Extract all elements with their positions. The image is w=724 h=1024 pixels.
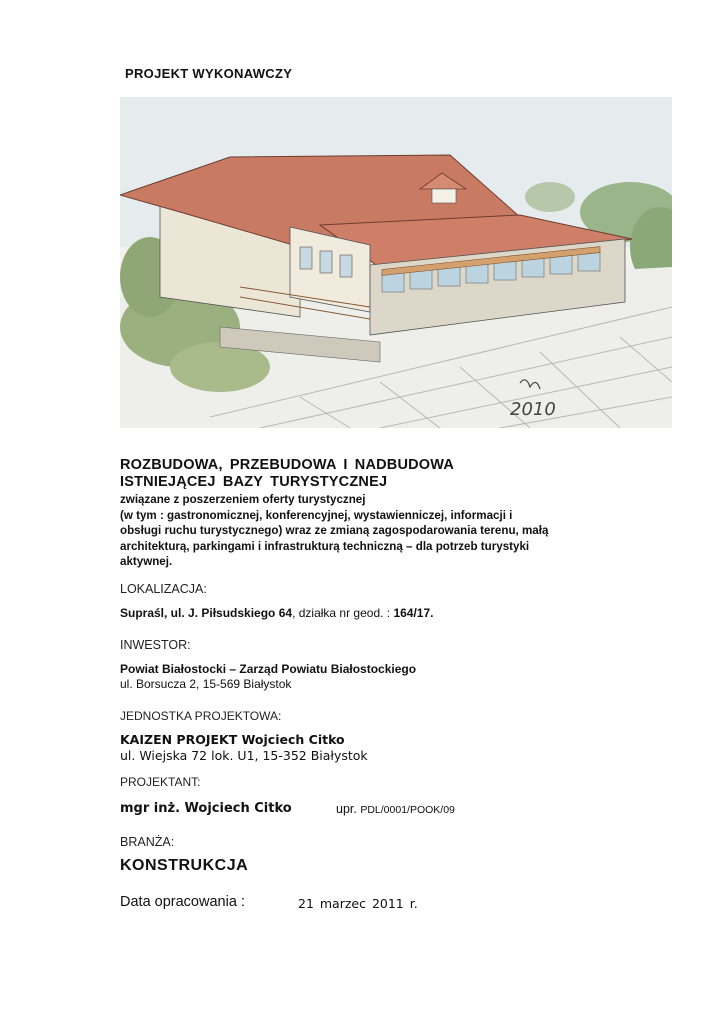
lokalizacja-place: Supraśl, ul. J. Piłsudskiego 64 [120,606,293,620]
description-line: obsługi ruchu turystycznego) wraz ze zmianą zagospodarowania terenu, małą [120,524,549,537]
project-description [120,492,600,570]
inwestor-label: INWESTOR: [120,638,191,652]
data-opracowania-label: Data opracowania : [120,894,245,910]
lokalizacja-label: LOKALIZACJA: [120,582,207,596]
upr-number: PDL/0001/POOK/09 [360,804,455,816]
projektant-upr [336,802,455,816]
title-line-2: ISTNIEJĄCEJ BAZY TURYSTYCZNEJ [120,474,388,490]
branza-value: KONSTRUKCJA [120,857,249,874]
description-line: związane z poszerzeniem oferty turystycznej [120,493,366,506]
projektant-label: PROJEKTANT: [120,775,201,789]
projektant-name: mgr inż. Wojciech Citko [120,801,292,816]
jednostka-name: KAIZEN PROJEKT Wojciech Citko [120,732,345,747]
upr-label: upr. [336,802,357,816]
data-opracowania-value: 21 marzec 2011 r. [298,896,418,911]
description-line: (w tym : gastronomicznej, konferencyjnej, wystawienniczej, informacji i [120,508,513,522]
document-header: PROJEKT WYKONAWCZY [125,66,293,81]
building-sketch-image [120,97,672,428]
sketch-signature: 2010 [510,399,556,420]
title-line-1: ROZBUDOWA, PRZEBUDOWA I NADBUDOWA [120,457,455,473]
lokalizacja-plot: 164/17. [393,606,434,620]
inwestor-address: ul. Borsucza 2, 15-569 Białystok [120,677,292,691]
inwestor-name: Powiat Białostocki – Zarząd Powiatu Białostockiego [120,662,417,676]
description-line: aktywnej. [120,555,173,568]
description-line: architekturą, parkingami i infrastrukturą techniczną – dla potrzeb turystyki [120,539,530,553]
jednostka-address: ul. Wiejska 72 lok. U1, 15-352 Białystok [120,748,368,763]
branza-label: BRANŻA: [120,835,175,849]
jednostka-label: JEDNOSTKA PROJEKTOWA: [120,709,282,723]
lokalizacja-value [120,606,434,620]
lokalizacja-plot-label: , działka nr geod. : [292,606,394,620]
